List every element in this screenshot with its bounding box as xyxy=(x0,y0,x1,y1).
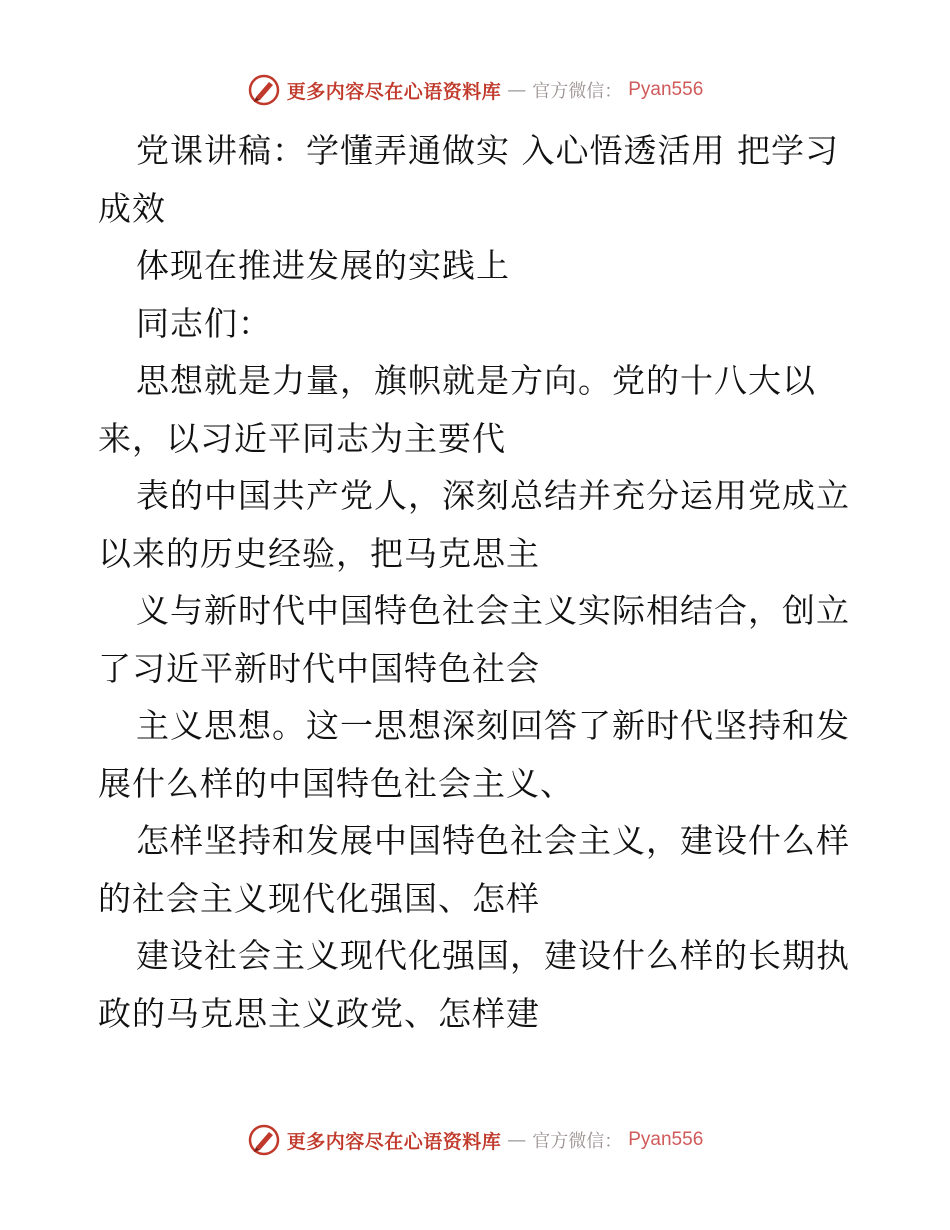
banner-wechat-id: Pyan556 xyxy=(628,1129,704,1150)
text-line: 同志们： xyxy=(136,303,272,343)
text-line: 政的马克思主义政党、怎样建 xyxy=(98,993,540,1033)
text-line: 表的中国共产党人，深刻总结并充分运用党成立 xyxy=(136,476,850,515)
text-line: 了习近平新时代中国特色社会 xyxy=(98,648,540,688)
footer-banner xyxy=(0,1120,950,1160)
banner-wechat-id: Pyan556 xyxy=(628,79,704,100)
text-line: 体现在推进发展的实践上 xyxy=(136,246,510,285)
text-line: 以来的历史经验，把马克思主 xyxy=(98,533,540,573)
brand-logo-icon xyxy=(247,73,281,107)
banner-brand-text: 更多内容尽在心语资料库 xyxy=(286,1130,502,1153)
text-line: 主义思想。这一思想深刻回答了新时代坚持和发 xyxy=(136,706,850,745)
text-line: 来，以习近平同志为主要代 xyxy=(98,418,506,458)
text-line: 党课讲稿：学懂弄通做实 入心悟透活用 把学习 xyxy=(136,131,839,170)
text-line: 思想就是力量，旗帜就是方向。党的十八大以 xyxy=(136,361,816,400)
text-line: 的社会主义现代化强国、怎样 xyxy=(98,878,540,918)
text-line: 成效 xyxy=(98,188,166,228)
banner-dash: — xyxy=(507,1129,527,1151)
banner-wechat-label: 官方微信： xyxy=(532,81,623,102)
text-line: 义与新时代中国特色社会主义实际相结合，创立 xyxy=(136,591,850,630)
text-line: 展什么样的中国特色社会主义、 xyxy=(98,763,574,803)
text-line: 怎样坚持和发展中国特色社会主义，建设什么样 xyxy=(136,821,850,860)
banner-brand-text: 更多内容尽在心语资料库 xyxy=(286,80,502,103)
document-body xyxy=(98,122,858,1042)
header-banner xyxy=(0,70,950,110)
brand-logo-icon xyxy=(247,1123,281,1157)
text-line: 建设社会主义现代化强国，建设什么样的长期执 xyxy=(136,936,850,975)
banner-dash: — xyxy=(507,79,527,101)
banner-wechat-label: 官方微信： xyxy=(532,1131,623,1152)
